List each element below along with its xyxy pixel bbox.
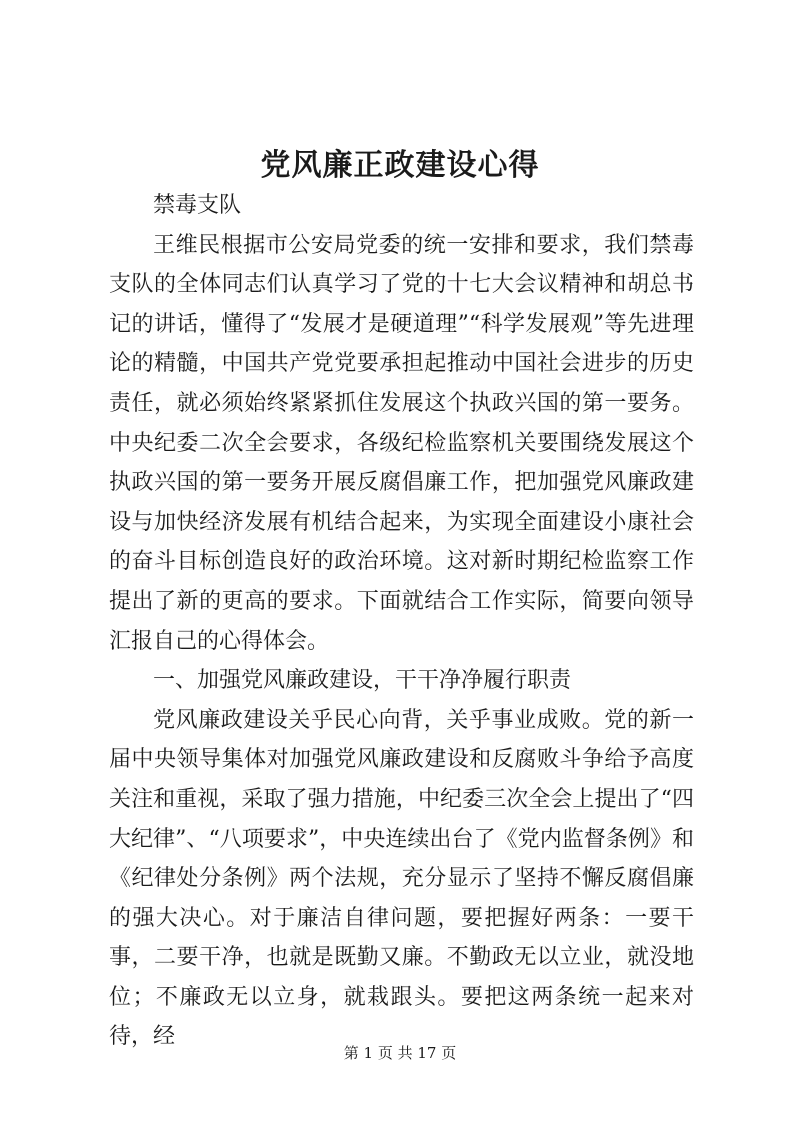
page-footer: 第 1 页 共 17 页 [343, 1044, 457, 1062]
section-heading: 一、加强党风廉政建设，干干净净履行职责 [153, 668, 572, 694]
document-body [109, 186, 694, 1057]
paragraph-intro: 王维民根据市公安局党委的统一安排和要求，我们禁毒支队的全体同志们认真学习了党的十七大会议精神和胡总书记的讲话，懂得了“发展才是硬道理”“科学发展观”等先进理论的精髓，中国共产党党要承担起推动中国社会进步的历史责任，就必须始终紧紧抓住发展这个执政兴国的第一要务。中央纪委二次全会要求，各级纪检监察机关要围绕发展这个执政兴国的第一要务开展反腐倡廉工作，把加强党风廉政建设与加快经济发展有机结合起来，为实现全面建设小康社会的奋斗目标创造良好的政治环境。这对新时期纪检监察工作提出了新的更高的要求。下面就结合工作实际，简要向领导汇报自己的心得体会。 [109, 232, 694, 654]
author-line: 禁毒支队 [153, 193, 242, 218]
page-title: 党风廉正政建设心得 [260, 148, 540, 183]
paragraph-section-1: 党风廉政建设关乎民心向背，关乎事业成败。党的新一届中央领导集体对加强党风廉政建设和反腐败斗争给予高度关注和重视，采取了强力措施，中纪委三次全会上提出了“四大纪律”、“八项要求”，中央连续出台了《党内监督条例》和《纪律处分条例》两个法规，充分显示了坚持不懈反腐倡廉的强大决心。对于廉洁自律问题，要把握好两条：一要干事，二要干净，也就是既勤又廉。不勤政无以立业，就没地位；不廉政无以立身，就栽跟头。要把这两条统一起来对待，经 [109, 707, 694, 1050]
